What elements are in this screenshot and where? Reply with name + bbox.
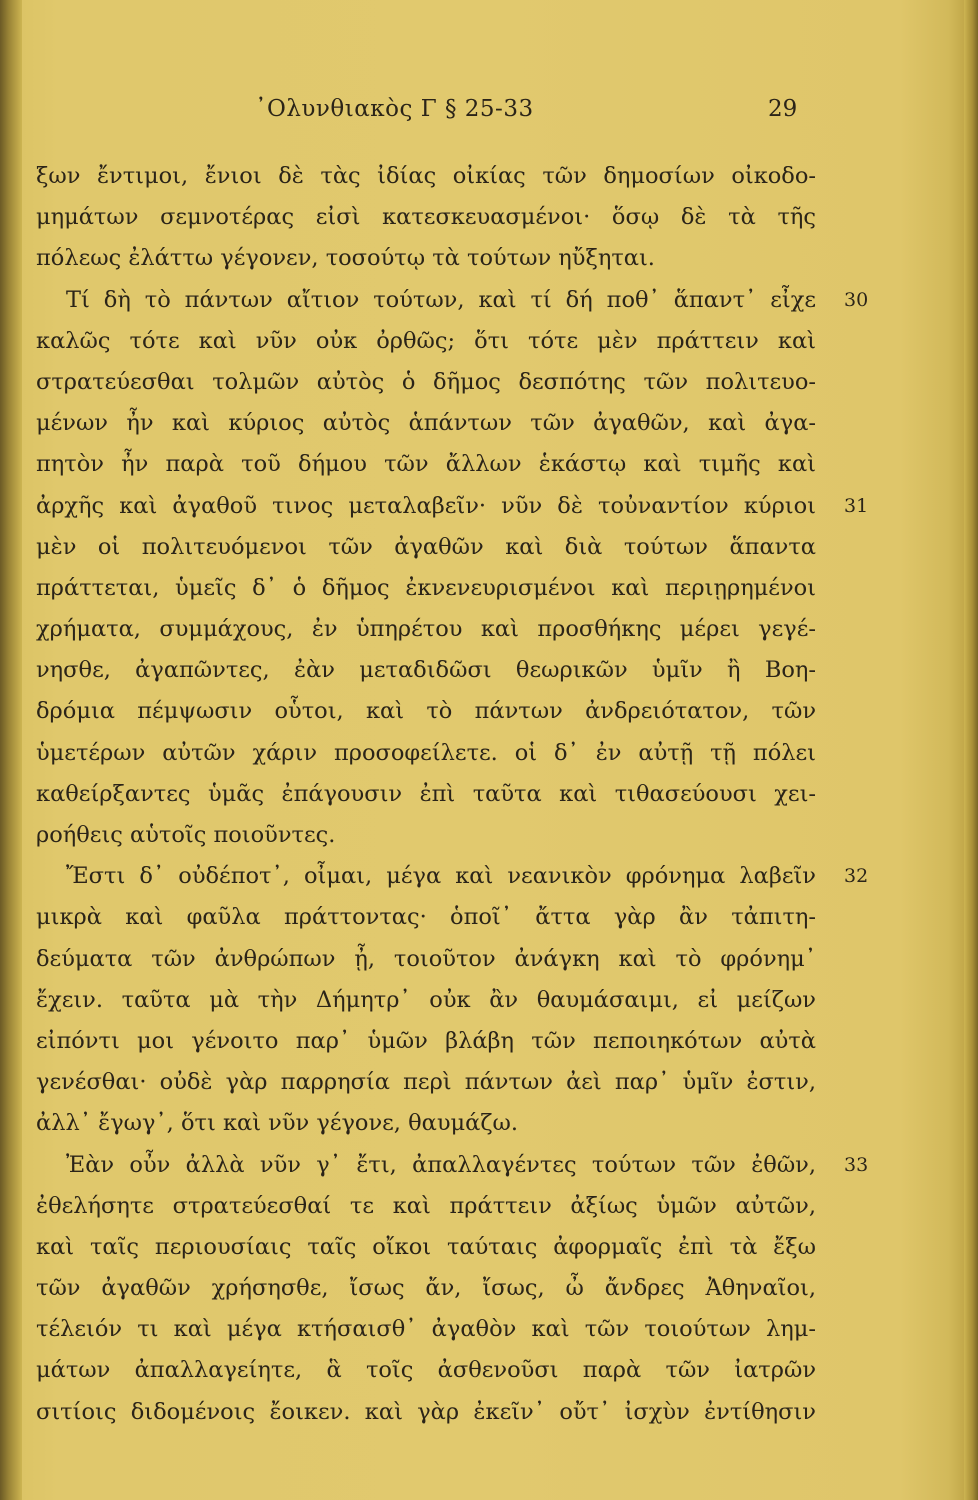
text-line: χρήματα, συμμάχους, ἐν ὑπηρέτου καὶ προσθήκης μέρει γεγέ- xyxy=(36,616,816,643)
page-number: 29 xyxy=(768,96,798,122)
text-line: Ἔστι δ᾿ οὐδέποτ᾿, οἶμαι, μέγα καὶ νεανικὸν φρόνημα λαβεῖν xyxy=(66,863,816,890)
text-line: μάτων ἀπαλλαγείητε, ἃ τοῖς ἀσθενοῦσι παρὰ τῶν ἰατρῶν xyxy=(36,1357,816,1384)
text-line: στρατεύεσθαι τολμῶν αὐτὸς ὁ δῆμος δεσπότης τῶν πολιτευο- xyxy=(36,368,816,395)
text-line: Τί δὴ τὸ πάντων αἴτιον τούτων, καὶ τί δή ποθ᾿ ἅπαντ᾿ εἶχε xyxy=(66,286,816,313)
text-line: σιτίοις διδομένοις ἔοικεν. καὶ γὰρ ἐκεῖν᾿ οὔτ᾿ ἰσχὺν ἐντίθησιν xyxy=(36,1398,816,1425)
body-text xyxy=(36,156,869,1433)
text-line: ὑμετέρων αὐτῶν χάριν προσοφείλετε. οἱ δ᾿ ἐν αὐτῇ τῇ πόλει xyxy=(36,739,816,766)
page-binding-edge xyxy=(0,0,22,1500)
section-number: 30 xyxy=(844,288,869,311)
page-outer-edge xyxy=(964,0,978,1500)
text-line: ροήθεις αὑτοῖς ποιοῦντες. xyxy=(36,822,336,848)
text-line: ἐθελήσητε στρατεύεσθαί τε καὶ πράττειν ἀξίως ὑμῶν αὐτῶν, xyxy=(36,1192,816,1219)
text-line: μὲν οἱ πολιτευόμενοι τῶν ἀγαθῶν καὶ διὰ τούτων ἅπαντα xyxy=(36,533,816,560)
text-line: μικρὰ καὶ φαῦλα πράττοντας· ὁποῖ᾿ ἄττα γὰρ ἂν τἀπιτη- xyxy=(36,904,816,931)
text-line: καθείρξαντες ὑμᾶς ἐπάγουσιν ἐπὶ ταῦτα καὶ τιθασεύουσι χει- xyxy=(36,780,816,807)
text-line: καὶ ταῖς περιουσίαις ταῖς οἴκοι ταύταις ἀφορμαῖς ἐπὶ τὰ ἔξω xyxy=(36,1233,816,1260)
text-line: ἔχειν. ταῦτα μὰ τὴν Δήμητρ᾿ οὐκ ἂν θαυμάσαιμι, εἰ μείζων xyxy=(36,986,816,1013)
section-number: 32 xyxy=(844,865,869,888)
text-line: μημάτων σεμνοτέρας εἰσὶ κατεσκευασμένοι· ὅσῳ δὲ τὰ τῆς xyxy=(36,204,816,231)
text-line: ἀρχῆς καὶ ἀγαθοῦ τινος μεταλαβεῖν· νῦν δὲ τοὐναντίον κύριοι xyxy=(36,492,816,519)
text-line: ἀλλ᾿ ἔγωγ᾿, ὅτι καὶ νῦν γέγονε, θαυμάζω. xyxy=(36,1110,519,1137)
text-line: Ἐὰν οὖν ἀλλὰ νῦν γ᾿ ἔτι, ἀπαλλαγέντες τούτων τῶν ἐθῶν, xyxy=(66,1151,816,1178)
text-line: πόλεως ἐλάττω γέγονεν, τοσούτῳ τὰ τούτων ηὔξηται. xyxy=(36,245,655,272)
text-line: δρόμια πέμψωσιν οὗτοι, καὶ τὸ πάντων ἀνδρειότατον, τῶν xyxy=(36,698,816,725)
text-line: γενέσθαι· οὐδὲ γὰρ παρρησία περὶ πάντων ἀεὶ παρ᾿ ὑμῖν ἐστιν, xyxy=(36,1069,816,1096)
text-line: καλῶς τότε καὶ νῦν οὐκ ὀρθῶς; ὅτι τότε μὲν πράττειν καὶ xyxy=(36,327,816,354)
text-line: εἰπόντι μοι γένοιτο παρ᾿ ὑμῶν βλάβη τῶν πεποιηκότων αὐτὰ xyxy=(36,1027,816,1054)
text-line: δεύματα τῶν ἀνθρώπων ᾖ, τοιοῦτον ἀνάγκη καὶ τὸ φρόνημ᾿ xyxy=(36,945,816,972)
text-line: τέλειόν τι καὶ μέγα κτήσαισθ᾿ ἀγαθὸν καὶ τῶν τοιούτων λημ- xyxy=(36,1316,816,1343)
running-head: ᾿Ολυνθιακὸς Γ § 25-33 xyxy=(255,96,534,122)
text-line: νησθε, ἀγαπῶντες, ἐὰν μεταδιδῶσι θεωρικῶν ὑμῖν ἢ Βοη- xyxy=(36,657,816,684)
text-line: ξων ἔντιμοι, ἔνιοι δὲ τὰς ἰδίας οἰκίας τῶν δημοσίων οἰκοδο- xyxy=(36,163,816,189)
text-line: τῶν ἀγαθῶν χρήσησθε, ἴσως ἄν, ἴσως, ὦ ἄνδρες Ἀθηναῖοι, xyxy=(36,1275,816,1302)
section-number: 31 xyxy=(844,494,869,517)
page-header xyxy=(0,96,978,136)
section-number: 33 xyxy=(844,1153,869,1176)
text-line: μένων ἦν καὶ κύριος αὐτὸς ἁπάντων τῶν ἀγαθῶν, καὶ ἀγα- xyxy=(36,410,816,437)
text-line: πητὸν ἦν παρὰ τοῦ δήμου τῶν ἄλλων ἑκάστῳ καὶ τιμῆς καὶ xyxy=(36,451,816,478)
text-line: πράττεται, ὑμεῖς δ᾿ ὁ δῆμος ἐκνενευρισμένοι καὶ περιῃρημένοι xyxy=(36,574,816,601)
